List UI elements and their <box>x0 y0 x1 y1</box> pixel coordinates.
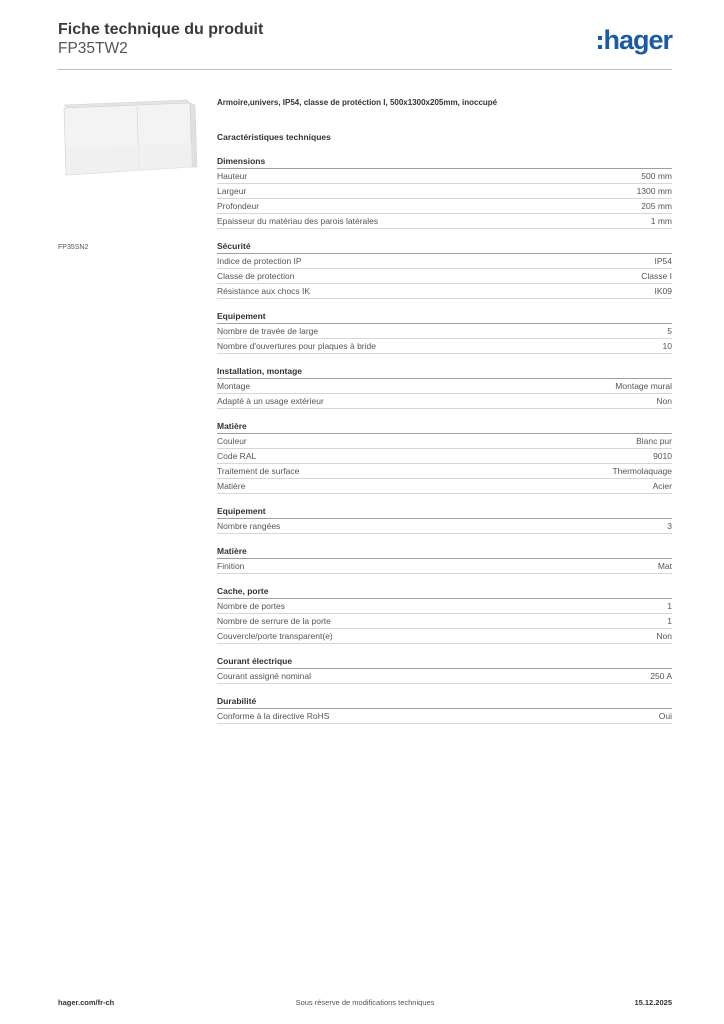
spec-label: Indice de protection IP <box>217 256 302 266</box>
spec-row <box>217 214 672 229</box>
spec-row <box>217 464 672 479</box>
spec-row <box>217 434 672 449</box>
page-header <box>58 21 672 70</box>
spec-value: 10 <box>662 341 672 351</box>
spec-row <box>217 449 672 464</box>
spec-section <box>217 309 672 354</box>
product-image <box>58 88 202 230</box>
spec-row <box>217 339 672 354</box>
spec-label: Nombre de travée de large <box>217 326 319 336</box>
image-caption: FP35SN2 <box>58 244 89 251</box>
spec-section <box>217 694 672 724</box>
section-title: Cache, porte <box>217 584 672 599</box>
footer-website: hager.com/fr-ch <box>58 998 115 1007</box>
spec-value: 1 <box>667 601 672 611</box>
spec-label: Conforme à la directive RoHS <box>217 711 330 721</box>
technical-characteristics-heading: Caractéristiques techniques <box>217 132 331 142</box>
spec-row <box>217 199 672 214</box>
spec-value: 9010 <box>653 451 672 461</box>
spec-label: Nombre de serrure de la porte <box>217 616 331 626</box>
spec-row <box>217 559 672 574</box>
spec-value: Classe I <box>641 271 672 281</box>
spec-value: 205 mm <box>641 201 672 211</box>
spec-section <box>217 419 672 494</box>
spec-section <box>217 544 672 574</box>
spec-row <box>217 394 672 409</box>
section-title: Courant électrique <box>217 654 672 669</box>
spec-row <box>217 324 672 339</box>
spec-value: Acier <box>652 481 672 491</box>
spec-section <box>217 654 672 684</box>
footer-notice: Sous réserve de modifications techniques <box>295 998 435 1007</box>
spec-row <box>217 669 672 684</box>
section-title: Sécurité <box>217 239 672 254</box>
section-title: Equipement <box>217 309 672 324</box>
spec-label: Nombre rangées <box>217 521 281 531</box>
spec-label: Résistance aux chocs IK <box>217 286 311 296</box>
product-description: Armoire,univers, IP54, classe de protéction I, 500x1300x205mm, inoccupé <box>217 98 498 107</box>
spec-value: 1 mm <box>650 216 672 226</box>
section-title: Durabilité <box>217 694 672 709</box>
spec-value: IK09 <box>654 286 672 296</box>
spec-label: Matière <box>217 481 246 491</box>
spec-value: 500 mm <box>641 171 672 181</box>
spec-label: Finition <box>217 561 245 571</box>
logo-colon-icon <box>598 36 602 49</box>
spec-section <box>217 504 672 534</box>
spec-value: 250 A <box>650 671 672 681</box>
spec-label: Couvercle/porte transparent(e) <box>217 631 333 641</box>
spec-label: Traitement de surface <box>217 466 300 476</box>
spec-value: 1 <box>667 616 672 626</box>
spec-sections <box>217 154 672 724</box>
spec-value: Oui <box>658 711 672 721</box>
document-title: Fiche technique du produit <box>58 21 264 38</box>
product-reference: FP35TW2 <box>58 40 128 57</box>
hager-logo <box>598 24 672 56</box>
spec-section <box>217 239 672 299</box>
section-title: Equipement <box>217 504 672 519</box>
section-title: Matière <box>217 419 672 434</box>
spec-value: Montage mural <box>615 381 672 391</box>
spec-label: Nombre d'ouvertures pour plaques à bride <box>217 341 376 351</box>
spec-row <box>217 629 672 644</box>
logo-text: hager <box>603 24 672 55</box>
spec-label: Couleur <box>217 436 247 446</box>
spec-label: Adapté à un usage extérieur <box>217 396 324 406</box>
spec-row <box>217 254 672 269</box>
spec-value: 3 <box>667 521 672 531</box>
spec-row <box>217 184 672 199</box>
spec-row <box>217 379 672 394</box>
section-title: Matière <box>217 544 672 559</box>
spec-value: Mat <box>657 561 672 571</box>
spec-section <box>217 584 672 644</box>
spec-row <box>217 709 672 724</box>
section-title: Installation, montage <box>217 364 672 379</box>
spec-label: Montage <box>217 381 251 391</box>
spec-value: Non <box>656 631 672 641</box>
spec-label: Profondeur <box>217 201 260 211</box>
spec-label: Classe de protection <box>217 271 295 281</box>
spec-label: Epaisseur du matériau des parois latérales <box>217 216 379 226</box>
spec-row <box>217 269 672 284</box>
spec-label: Largeur <box>217 186 247 196</box>
spec-label: Nombre de portes <box>217 601 286 611</box>
spec-value: Blanc pur <box>636 436 672 446</box>
spec-row <box>217 519 672 534</box>
spec-value: 5 <box>667 326 672 336</box>
spec-value: Thermolaquage <box>612 466 672 476</box>
spec-label: Hauteur <box>217 171 248 181</box>
spec-value: IP54 <box>654 256 672 266</box>
spec-row <box>217 284 672 299</box>
specifications <box>217 96 672 724</box>
spec-row <box>217 599 672 614</box>
spec-label: Code RAL <box>217 451 257 461</box>
spec-row <box>217 169 672 184</box>
spec-value: 1300 mm <box>636 186 672 196</box>
section-title: Dimensions <box>217 154 672 169</box>
spec-label: Courant assigné nominal <box>217 671 312 681</box>
spec-section <box>217 154 672 229</box>
spec-row <box>217 479 672 494</box>
spec-section <box>217 364 672 409</box>
spec-row <box>217 614 672 629</box>
spec-value: Non <box>656 396 672 406</box>
footer-date: 15.12.2025 <box>634 998 672 1007</box>
